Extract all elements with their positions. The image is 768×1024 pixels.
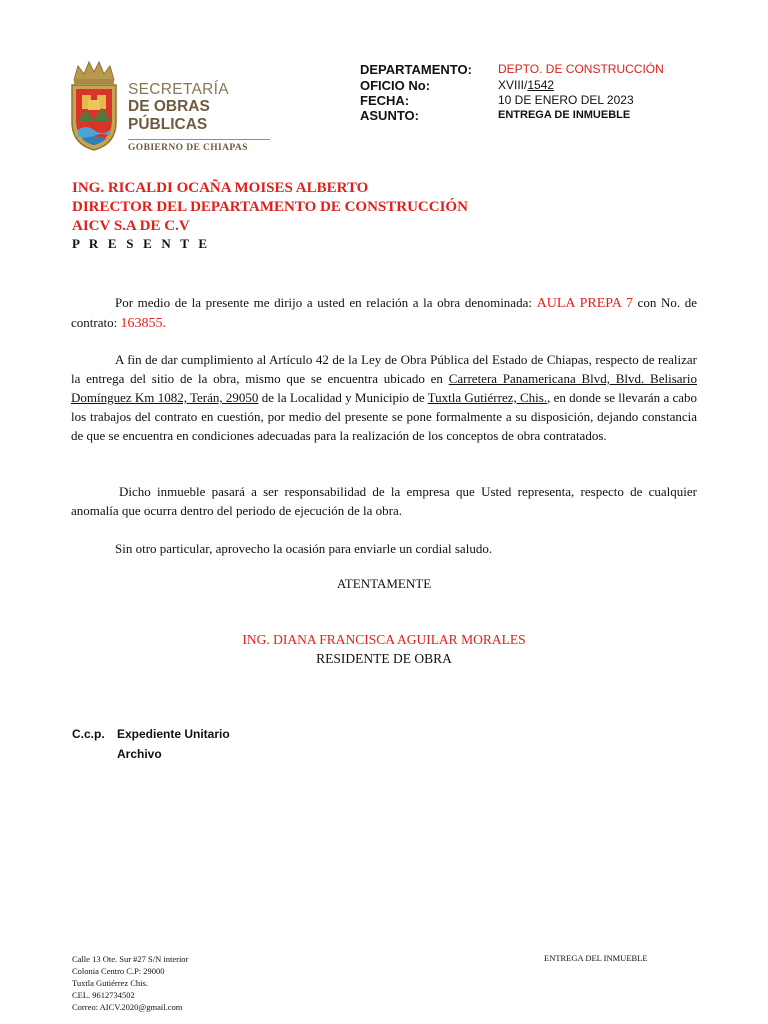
logo-line-2: DE OBRAS PÚBLICAS [128, 98, 210, 133]
oficio-prefix: XVIII/ [498, 78, 528, 92]
paragraph-3 [71, 482, 697, 520]
footer-subject: ENTREGA DEL INMUEBLE [544, 953, 648, 963]
departamento-label: DEPARTAMENTO: [360, 62, 472, 77]
asunto-value: ENTREGA DE INMUEBLE [498, 109, 631, 121]
recipient-title: DIRECTOR DEL DEPARTAMENTO DE CONSTRUCCIÓN [72, 199, 468, 215]
footer-line: Calle 13 Ote. Sur #27 S/N interior [72, 954, 189, 964]
logo-line-1: SECRETARÍA [128, 81, 229, 98]
signer-name: ING. DIANA FRANCISCA AGUILAR MORALES [242, 632, 526, 647]
signer-title: RESIDENTE DE OBRA [316, 651, 452, 666]
oficio-label: OFICIO No: [360, 78, 431, 93]
footer-line: Tuxtla Gutiérrez Chis. [72, 978, 148, 988]
fecha-value: 10 DE ENERO DEL 2023 [498, 93, 634, 107]
departamento-value: DEPTO. DE CONSTRUCCIÓN [498, 62, 664, 76]
p4-text: Sin otro particular, aprovecho la ocasión para enviarle un cordial saludo. [115, 541, 493, 556]
paragraph-2 [71, 350, 697, 445]
asunto-label: ASUNTO: [360, 108, 419, 123]
paragraph-4 [71, 539, 697, 558]
site-location: Carretera Panamericana Blvd, Blvd. Belisario Domínguez Km 1082, Terán, 29050 [71, 371, 697, 405]
chiapas-coat-of-arms-icon [68, 60, 120, 152]
atentamente: ATENTAMENTE [336, 576, 432, 591]
footer-line: Colonia Centro C.P: 29000 [72, 966, 165, 976]
ccp-label: C.c.p. [72, 727, 105, 741]
footer-line: Correo: AICV.2020@gmail.com [72, 1002, 183, 1012]
p1-text-a: Por medio de la presente me dirijo a usted en relación a la obra denominada: [115, 295, 532, 310]
p2-text-b: de la Localidad y Municipio de [261, 390, 425, 405]
presente-heading: P R E S E N T E [72, 236, 211, 251]
oficio-value [498, 78, 554, 93]
recipient-name: ING. RICALDI OCAÑA MOISES ALBERTO [72, 180, 369, 196]
footer-line: CEL. 9612734502 [72, 990, 135, 1000]
paragraph-1 [71, 293, 697, 333]
contract-number: 163855. [120, 316, 166, 331]
letterhead-logo [68, 60, 273, 155]
recipient-company: AICV S.A DE C.V [72, 218, 190, 234]
p2-text-c: , en donde se llevarán a cabo los trabajos del contrato en cuestión, por medio del presente se pone formalmente a su disposición, dejando constancia de que se encuentra en condiciones adecuadas para la realización de los conceptos de obra contratados. [71, 390, 698, 443]
logo-line-3: GOBIERNO DE CHIAPAS [128, 143, 248, 153]
ccp-item: Expediente Unitario [117, 727, 230, 741]
fecha-label: FECHA: [360, 93, 410, 108]
municipality: Tuxtla Gutiérrez, Chis. [427, 390, 548, 405]
p3-text: Dicho inmueble pasará a ser responsabilidad de la empresa que Usted representa, respecto de cualquier anomalía que ocurra dentro del periodo de ejecución de la obra. [71, 484, 697, 518]
p1-text-b: con No. de contrato: [71, 295, 698, 330]
p2-text-a: A fin de dar cumplimiento al Artículo 42 de la Ley de Obra Pública del Estado de Chiapas, respecto de realizar la entrega del sitio de la obra, mismo que se encuentra ubicado en [71, 352, 697, 386]
logo-divider [128, 139, 270, 140]
oficio-number: 1542 [527, 78, 555, 92]
ccp-item: Archivo [117, 747, 162, 761]
obra-name: AULA PREPA 7 [536, 296, 633, 311]
footer-address [72, 953, 188, 1013]
